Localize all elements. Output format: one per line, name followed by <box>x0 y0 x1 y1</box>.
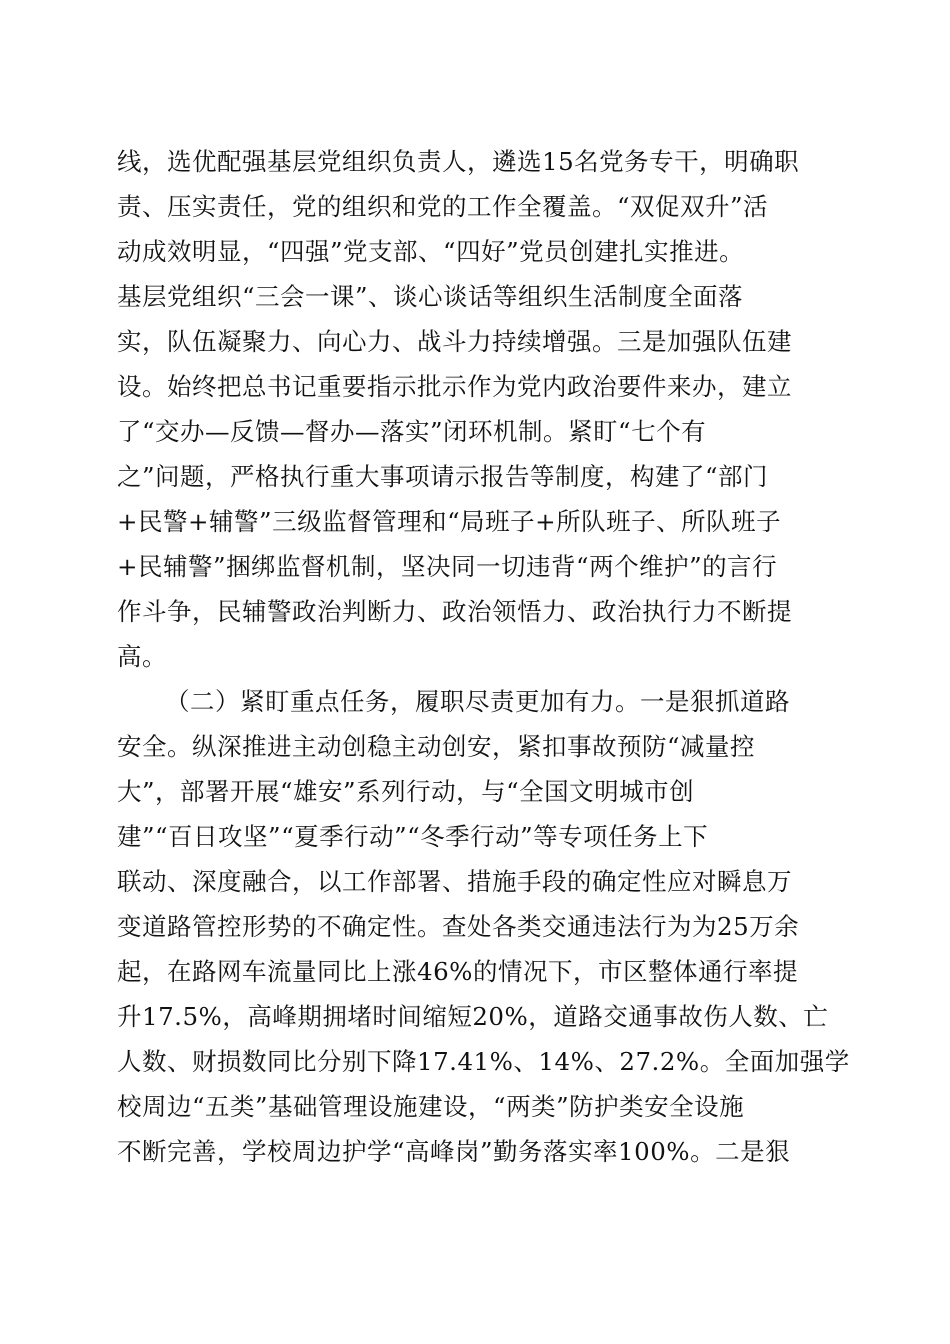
text-line-12: 高。 <box>117 642 167 671</box>
text-line-10: +民辅警”捆绑监督机制，坚决同一切违背“两个维护”的言行 <box>117 552 778 581</box>
text-line-21: 人数、财损数同比分别下降17.41%、14%、27.2%。全面加强学 <box>117 1047 850 1076</box>
text-line-20: 升17.5%，高峰期拥堵时间缩短20%，道路交通事故伤人数、亡 <box>117 1002 829 1031</box>
text-line-3: 动成效明显，“四强”党支部、“四好”党员创建扎实推进。 <box>117 237 745 266</box>
text-line-16: 建”“百日攻坚”“夏季行动”“冬季行动”等专项任务上下 <box>117 822 709 851</box>
text-line-11: 作斗争，民辅警政治判断力、政治领悟力、政治执行力不断提 <box>117 597 792 626</box>
text-line-1: 线，选优配强基层党组织负责人，遴选15名党务专干，明确职 <box>117 147 800 176</box>
text-line-9: +民警+辅警”三级监督管理和“局班子+所队班子、所队班子 <box>117 507 782 536</box>
text-line-19: 起，在路网车流量同比上涨46%的情况下，市区整体通行率提 <box>117 957 798 986</box>
text-line-17: 联动、深度融合，以工作部署、措施手段的确定性应对瞬息万 <box>117 867 792 896</box>
text-line-2: 责、压实责任，党的组织和党的工作全覆盖。“双促双升”活 <box>117 192 769 221</box>
text-line-6: 设。始终把总书记重要指示批示作为党内政治要件来办，建立 <box>117 372 792 401</box>
text-line-22: 校周边“五类”基础管理设施建设，“两类”防护类安全设施 <box>117 1092 745 1121</box>
text-line-8: 之”问题，严格执行重大事项请示报告等制度，构建了“部门 <box>117 462 769 491</box>
text-line-5: 实，队伍凝聚力、向心力、战斗力持续增强。三是加强队伍建 <box>117 327 792 356</box>
text-line-23: 不断完善，学校周边护学“高峰岗”勤务落实率100%。二是狠 <box>117 1137 791 1166</box>
section-heading-line: （二）紧盯重点任务，履职尽责更加有力。一是狠抓道路 <box>165 687 790 716</box>
text-line-7: 了“交办—反馈—督办—落实”闭环机制。紧盯“七个有 <box>117 417 707 446</box>
text-line-15: 大”，部署开展“雄安”系列行动，与“全国文明城市创 <box>117 777 695 806</box>
text-line-4: 基层党组织“三会一课”、谈心谈话等组织生活制度全面落 <box>117 282 744 311</box>
text-line-14: 安全。纵深推进主动创稳主动创安，紧扣事故预防“减量控 <box>117 732 756 761</box>
text-line-18: 变道路管控形势的不确定性。查处各类交通违法行为为25万余 <box>117 912 800 941</box>
